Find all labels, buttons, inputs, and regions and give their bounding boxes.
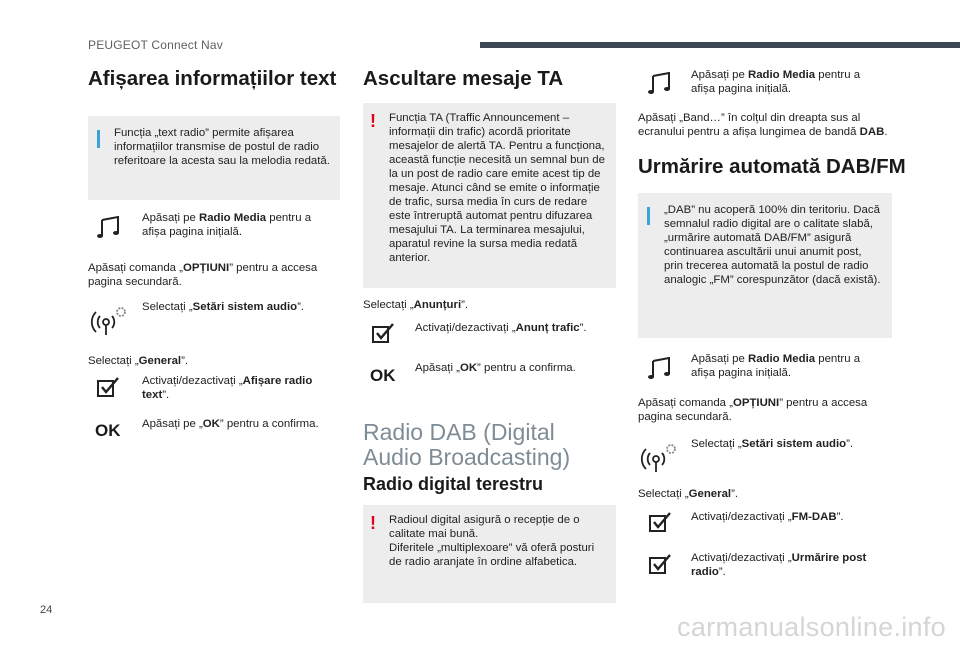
- warning-icon: !: [370, 513, 376, 533]
- para-general: Selectați „General”.: [88, 355, 189, 367]
- step-radio-media: Apăsați pe Radio Media pentru a afișa pagina inițială.: [691, 69, 861, 95]
- warning-box-ta: [363, 103, 616, 288]
- info-text: „DAB” nu acoperă 100% din teritoriu. Dacă semnalul radio digital are o calitate slabă, „urmărire automată DAB/FM” asigură continuarea ascultării unui anumit post, prin trecerea automată la postul de radio analogic „FM” corespunzător (dacă există).: [664, 204, 881, 286]
- step-radio-media: Apăsați pe Radio Media pentru a afișa pagina inițială.: [691, 353, 861, 379]
- subheading-terrestrial: Radio digital terestru: [363, 474, 544, 494]
- step-fm-dab: Activați/dezactivați „FM-DAB”.: [691, 511, 844, 523]
- heading-dab: Radio DAB (Digital Audio Broadcasting): [363, 419, 571, 470]
- para-general: Selectați „General”.: [638, 488, 739, 500]
- checkbox-icon: [96, 376, 122, 398]
- info-box-text-radio: [88, 116, 340, 200]
- warning-box-dab: [363, 505, 616, 603]
- step-audio-settings: Selectați „Setări sistem audio”.: [142, 301, 305, 313]
- warning-text: Radioul digital asigură o recepție de o calitate mai bună.: [389, 514, 580, 540]
- ok-icon: OK: [370, 366, 396, 385]
- step-ok: Apăsați „OK” pentru a confirma.: [415, 362, 576, 374]
- watermark: carmanualsonline.info: [677, 612, 946, 642]
- warning-text: Funcția TA (Traffic Announcement – informații din trafic) acordă prioritate mesajelor de alertă TA. Pentru a funcționa, această funcție necesită un semnal bun de la un post de radio care emite acest tip de mesaje. Atunci când se emite o informație de trafic, sursa media în curs de redare este întreruptă automat pentru difuzarea mesajului TA. La terminarea mesajului, aparatul revine la sursa media redată anterior.: [389, 112, 605, 264]
- checkbox-icon: [371, 322, 397, 344]
- music-note-icon: [97, 216, 123, 238]
- info-text: Funcția „text radio” permite afișarea informațiilor transmise de postul de radio referitoare la acesta sau la melodia redată.: [114, 127, 330, 167]
- warning-icon: !: [370, 111, 376, 131]
- para-band: Apăsați „Band…” în colțul din dreapta sus al ecranului pentru a afișa lungimea de bandă DAB.: [638, 112, 888, 138]
- heading-auto-tracking: Urmărire automată DAB/FM: [638, 155, 906, 178]
- running-header: PEUGEOT Connect Nav: [88, 38, 223, 52]
- info-icon: [97, 130, 100, 148]
- step-ok: Apăsați pe „OK” pentru a confirma.: [142, 418, 319, 430]
- music-note-icon: [648, 72, 674, 94]
- audio-settings-icon: [640, 441, 678, 473]
- para-options: Apăsați comanda „OPȚIUNI” pentru a accesa pagina secundară.: [88, 262, 318, 288]
- header-bar: [480, 42, 960, 48]
- para-options: Apăsați comanda „OPȚIUNI” pentru a accesa pagina secundară.: [638, 397, 868, 423]
- step-radio-text: Activați/dezactivați „Afișare radio text”.: [142, 375, 313, 401]
- music-note-icon: [648, 357, 674, 379]
- warning-text: Diferitele „multiplexoare” vă oferă posturi de radio aranjate în ordine alfabetica.: [389, 542, 595, 568]
- info-icon: [647, 207, 650, 225]
- step-audio-settings: Selectați „Setări sistem audio”.: [691, 438, 854, 450]
- checkbox-icon: [648, 511, 674, 533]
- checkbox-icon: [648, 553, 674, 575]
- page-number: 24: [40, 604, 53, 616]
- step-traffic-announcement: Activați/dezactivați „Anunț trafic”.: [415, 322, 587, 334]
- step-radio-media: Apăsați pe Radio Media pentru a afișa pagina inițială.: [142, 212, 312, 238]
- ok-icon: OK: [95, 421, 121, 440]
- heading-ta: Ascultare mesaje TA: [363, 67, 564, 90]
- step-station-tracking: Activați/dezactivați „Urmărire post radio”.: [691, 552, 867, 578]
- para-announcements: Selectați „Anunțuri”.: [363, 299, 469, 311]
- audio-settings-icon: [90, 304, 128, 336]
- info-box-dab-fm: [638, 193, 892, 338]
- heading-text-info: Afișarea informațiilor text: [88, 67, 337, 90]
